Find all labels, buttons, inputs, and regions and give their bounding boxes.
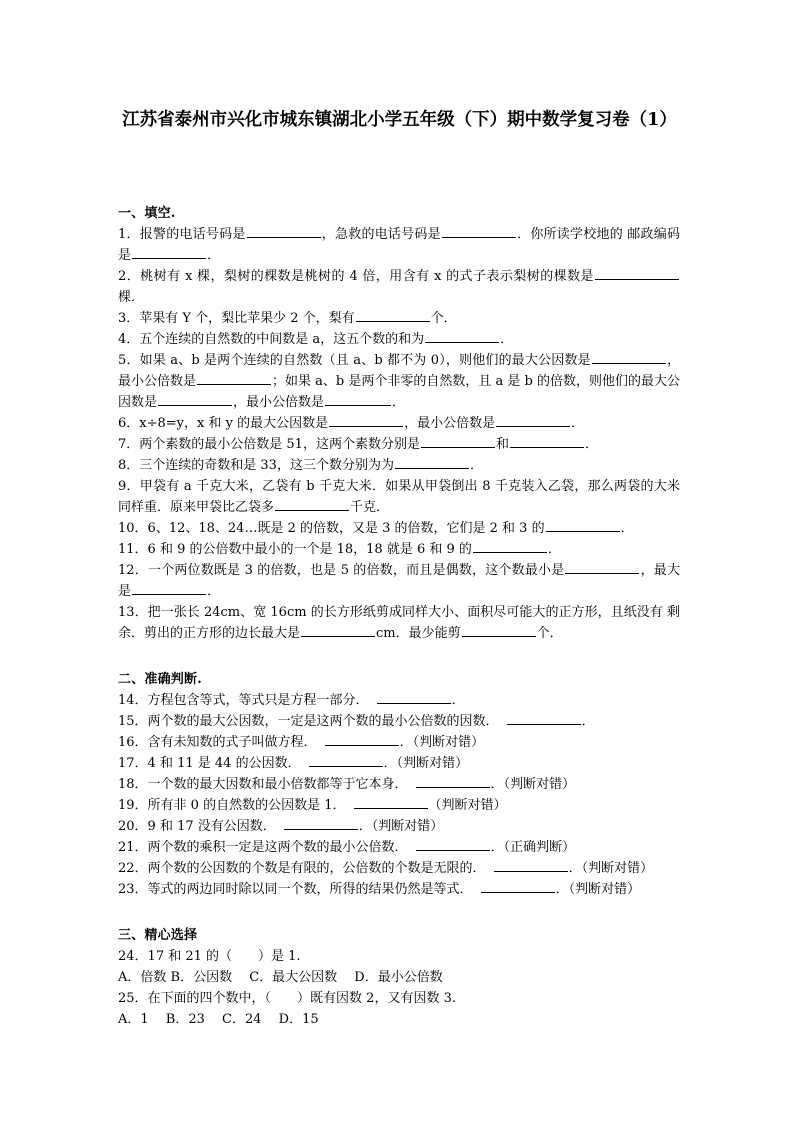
question-number: 1． [118,227,140,242]
question-text: ．（判断对错） [568,861,654,876]
question-text: 桃树有 x 棵，梨树的棵数是桃树的 4 倍，用含有 x 的式子表示梨树的棵数是 [140,269,594,284]
question-text: 9 和 17 没有公因数． [147,819,276,834]
question-number: 13． [118,605,148,620]
question-text: ． [207,584,221,599]
answer-blank[interactable] [395,455,469,469]
question-5 [118,350,680,413]
question-text: ． [581,714,595,729]
page-title: 江苏省泰州市兴化市城东镇湖北小学五年级（下）期中数学复习卷（1） [122,110,677,130]
answer-blank[interactable] [496,413,570,427]
question-number: 17． [118,756,148,771]
question-text: 棵． [118,290,145,305]
answer-blank[interactable] [284,816,358,830]
question-text: 把一张长 24cm、宽 16cm 的长方形纸剪成同样大小、面积尽可能大的正方形，且纸没有 剩余．剪出的正方形的边长最大是 [118,605,680,641]
answer-blank[interactable] [301,623,375,637]
question-number: 9． [118,479,140,494]
question-25-options[interactable]: A．1 B．23 C．24 D．15 [118,1012,319,1027]
question-text: cm．最少能剪 [376,626,461,641]
question-text: ． [207,248,221,263]
question-text: ． [469,458,483,473]
question-text: ．（判断对错） [383,756,469,771]
question-20 [118,816,680,837]
answer-blank[interactable] [546,518,620,532]
section-heading: 三、精心选择 [118,928,198,943]
answer-blank[interactable] [329,413,403,427]
question-text: ．你所读学校地的 邮政编码是 [118,227,680,263]
question-number: 18． [118,777,148,792]
question-text: 如果 a、b 是两个连续的自然数（且 a、b 都不为 0），则他们的最大公因数是 [139,353,591,368]
question-24-options[interactable]: A．倍数 B．公因数 C．最大公因数 D．最小公倍数 [118,970,443,985]
question-text: ． [584,437,598,452]
answer-blank[interactable] [325,732,399,746]
question-15 [118,711,680,732]
answer-blank[interactable] [421,434,495,448]
question-text: ．（判断对错） [358,819,444,834]
question-text: 个． [430,311,457,326]
question-text: 两个数的公因数的个数是有限的，公倍数的个数是无限的． [147,861,486,876]
question-16 [118,732,680,753]
document-body [118,203,680,1030]
question-number: 8． [118,458,140,473]
section-fill-in-the-blank [118,203,680,644]
answer-blank[interactable] [473,539,547,553]
question-21 [118,837,680,858]
answer-blank[interactable] [247,224,321,238]
section-heading: 一、填空. [118,206,176,221]
question-text: ．（判断对错） [490,777,576,792]
question-number: 23． [118,882,148,897]
question-number: 10． [118,521,148,536]
question-text: 两个数的最大公因数，一定是这两个数的最小公倍数的因数． [147,714,499,729]
question-text: 一个两位数既是 3 的倍数，也是 5 的倍数，而且是偶数，这个数最小是 [147,563,565,578]
question-13 [118,602,680,644]
question-text: 千克． [350,500,390,515]
section-heading: 二、准确判断. [118,672,202,687]
question-text: 两个素数的最小公倍数是 51，这两个素数分别是 [139,437,420,452]
question-text: 等式的两边同时除以同一个数，所得的结果仍然是等式． [147,882,473,897]
question-9 [118,476,680,518]
question-12 [118,560,680,602]
question-14 [118,690,680,711]
question-number: 24． [118,949,148,964]
question-number: 5． [118,353,140,368]
answer-blank[interactable] [275,497,349,511]
question-text: ．（判断对错） [555,882,641,897]
question-text: 方程包含等式，等式只是方程一部分． [147,693,369,708]
answer-blank[interactable] [462,623,536,637]
question-text: 两个数的乘积一定是这两个数的最小公倍数． [147,840,408,855]
question-text: ，最小公倍数是 [118,353,680,389]
question-number: 20． [118,819,148,834]
question-text: （判断对错） [428,798,507,813]
question-17 [118,753,680,774]
question-text: 一个数的最大因数和最小倍数都等于它本身． [147,777,408,792]
question-11 [118,539,680,560]
question-text: ，最小公倍数是 [233,395,325,410]
question-text: ．（正确判断） [490,840,576,855]
question-text: 6、12、18、24…既是 2 的倍数，又是 3 的倍数，它们是 2 和 3 的 [147,521,545,536]
question-text: ，急救的电话号码是 [321,227,441,242]
question-25 [118,988,680,1009]
question-number: 6． [118,416,140,431]
question-number: 21． [118,840,148,855]
question-number: 16． [118,735,148,750]
answer-blank[interactable] [158,392,232,406]
question-text: ． [392,395,406,410]
question-number: 11． [118,542,148,557]
question-1 [118,224,680,266]
question-number: 4． [118,332,140,347]
answer-blank[interactable] [592,350,666,364]
question-number: 3． [118,311,140,326]
answer-blank[interactable] [309,753,383,767]
question-text: ． [547,542,561,557]
question-text: 苹果有 Y 个，梨比苹果少 2 个，梨有 [139,311,355,326]
question-number: 22． [118,861,148,876]
question-4 [118,329,680,350]
question-text: 6 和 9 的公倍数中最小的一个是 18，18 就是 6 和 9 的 [147,542,472,557]
answer-blank[interactable] [356,308,430,322]
question-number: 12． [118,563,148,578]
section-multiple-choice [118,925,680,1030]
question-number: 7． [118,437,140,452]
answer-blank[interactable] [132,245,206,259]
question-text: x÷8=y，x 和 y 的最大公因数是 [139,416,329,431]
section-true-false [118,669,680,900]
question-text: 17 和 21 的（ ）是 1. [147,949,301,964]
question-text: 甲袋有 a 千克大米，乙袋有 b 千克大米．如果从甲袋倒出 8 千克装入乙袋，那么两袋的大米同样重．原来甲袋比乙袋多 [118,479,681,515]
answer-blank[interactable] [325,392,391,406]
question-text: ，最小公倍数是 [404,416,496,431]
question-8 [118,455,680,476]
question-number: 25． [118,991,148,1006]
answer-blank[interactable] [494,858,568,872]
question-text: ． [620,521,634,536]
question-text: 和 [495,437,509,452]
question-19 [118,795,680,816]
answer-blank[interactable] [197,371,271,385]
question-number: 14． [118,693,148,708]
question-text: ；如果 a、b 是两个非零的自然数，且 a 是 b 的倍数，则他们的最大公因数是 [118,374,680,410]
question-24 [118,946,680,967]
question-text: 4 和 11 是 44 的公因数． [147,756,301,771]
question-3 [118,308,680,329]
question-text: ．（判断对错） [399,735,485,750]
answer-blank[interactable] [416,774,490,788]
answer-blank[interactable] [565,560,639,574]
question-number: 2． [118,269,141,284]
answer-blank[interactable] [132,581,206,595]
question-number: 15． [118,714,148,729]
question-10 [118,518,680,539]
answer-blank[interactable] [507,711,581,725]
question-text: ． [571,416,585,431]
question-2 [118,266,680,308]
question-22 [118,858,680,879]
question-text: ． [451,693,465,708]
question-text: 所有非 0 的自然数的公因数是 1． [147,798,346,813]
answer-blank[interactable] [481,879,555,893]
question-18 [118,774,680,795]
question-text: 含有未知数的式子叫做方程． [147,735,317,750]
question-number: 19． [118,798,148,813]
question-text: 个． [536,626,563,641]
answer-blank[interactable] [354,795,428,809]
answer-blank[interactable] [595,266,679,280]
question-text: 三个连续的奇数和是 33，这三个数分别为为 [139,458,394,473]
question-text: ． [500,332,514,347]
answer-blank[interactable] [425,329,499,343]
answer-blank[interactable] [510,434,584,448]
answer-blank[interactable] [442,224,516,238]
question-text: ，最大是 [118,563,680,599]
answer-blank[interactable] [416,837,490,851]
answer-blank[interactable] [377,690,451,704]
question-7 [118,434,680,455]
question-text: 在下面的四个数中，（ ）既有因数 2，又有因数 3. [147,991,456,1006]
question-23 [118,879,680,900]
question-text: 五个连续的自然数的中间数是 a，这五个数的和为 [139,332,425,347]
question-text: 报警的电话号码是 [139,227,246,242]
question-6 [118,413,680,434]
